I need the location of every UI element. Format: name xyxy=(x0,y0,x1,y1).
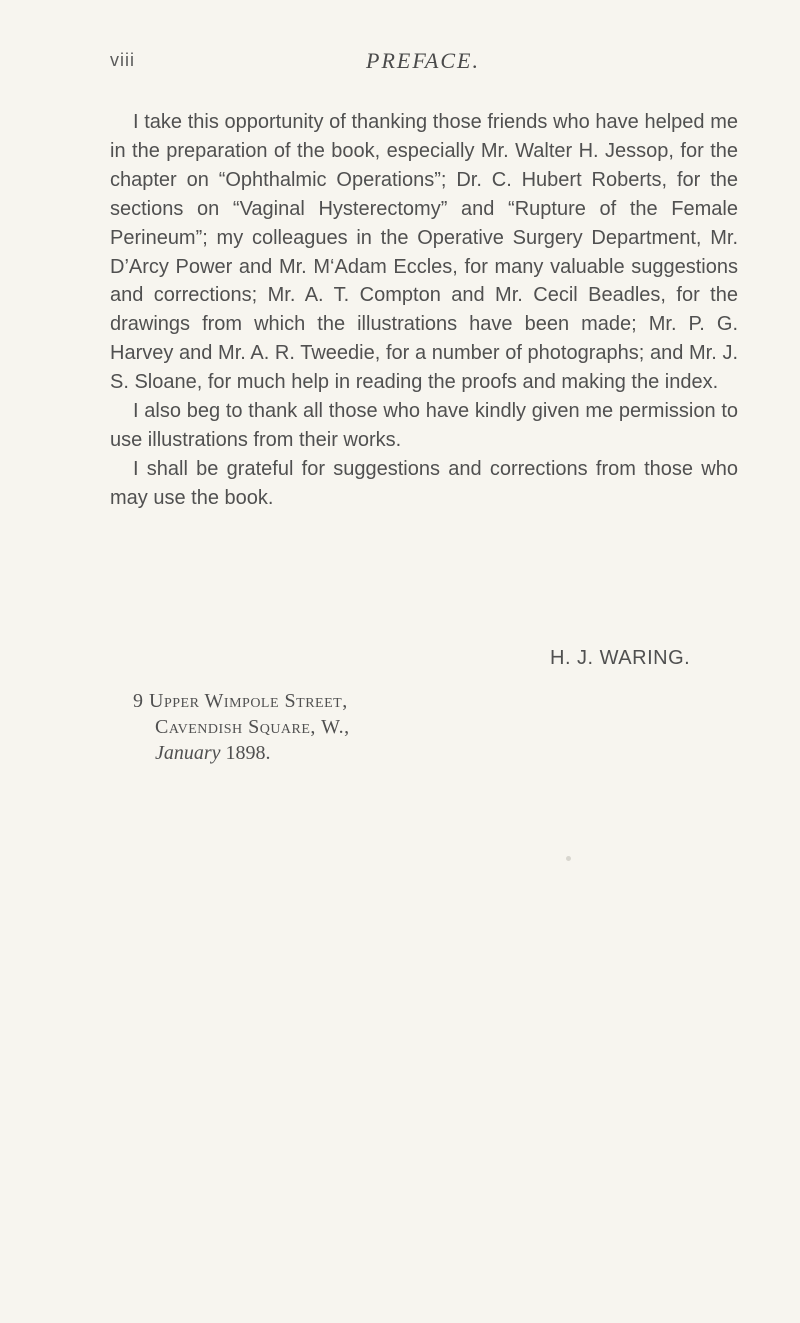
preface-body xyxy=(110,108,738,513)
page-number: viii xyxy=(110,50,135,70)
address-date xyxy=(133,740,350,766)
date-year: 1898. xyxy=(225,742,271,764)
address-street: 9 Upper Wimpole Street, xyxy=(133,690,348,712)
date-month: January xyxy=(155,742,221,764)
paragraph-suggestions: I shall be grateful for suggestions and corrections from those who may use the book. xyxy=(110,457,738,509)
author-signature: H. J. WARING. xyxy=(550,647,691,669)
paragraph-illustrations-thanks: I also beg to thank all those who have kindly given me permission to use illustrations from their works. xyxy=(110,400,738,451)
running-head: PREFACE. xyxy=(366,48,480,73)
address-square: Cavendish Square, W., xyxy=(155,716,350,738)
page-header xyxy=(110,50,740,82)
paragraph-acknowledgements: I take this opportunity of thanking those friends who have helped me in the preparation of the book, especially Mr. Walter H. Jessop, for the chapter on “Ophthalmic Operations”; Dr. C. Hubert Roberts, for the sections on “Vaginal Hysterectomy” and “Rupture of the Female Perineum”; my colleagues in the Operative Surgery Department, Mr. D’Arcy Power and Mr. M‘Adam Eccles, for many valuable suggestions and corrections; Mr. A. T. Compton and Mr. Cecil Beadles, for the drawings from which the illustrations have been made; Mr. P. G. Harvey and Mr. A. R. Tweedie, for a number of photographs; and Mr. J. S. Sloane, for much help in reading the proofs and making the index. xyxy=(110,111,738,394)
paper-speck xyxy=(566,856,571,861)
address-block xyxy=(133,688,350,766)
